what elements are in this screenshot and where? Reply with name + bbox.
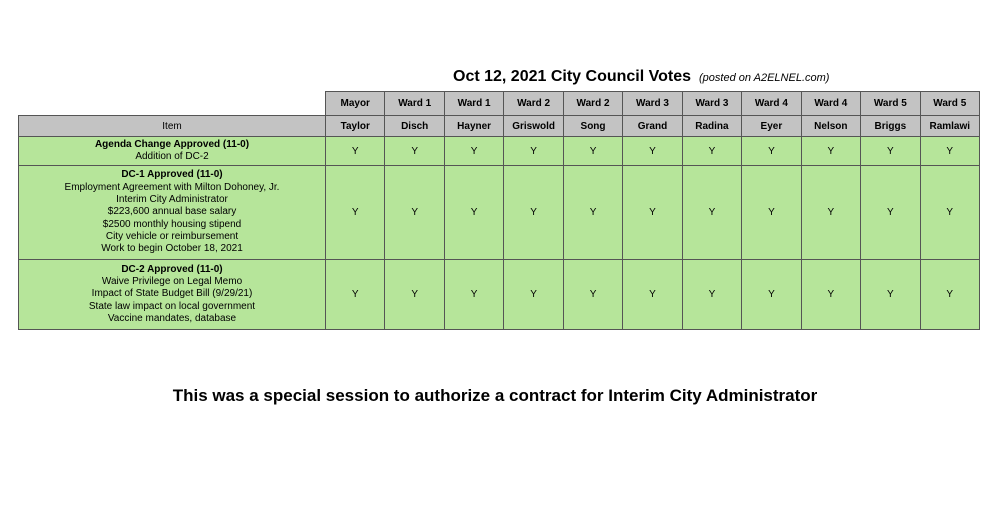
item-detail-line: Work to begin October 18, 2021	[101, 243, 243, 255]
vote-cell: Y	[385, 260, 444, 330]
votes-body	[19, 137, 980, 330]
ward-header-cell: Ward 2	[563, 92, 622, 116]
member-name-cell: Nelson	[801, 116, 860, 137]
ward-header-cell: Ward 5	[861, 92, 920, 116]
vote-cell: Y	[742, 166, 801, 260]
member-name-cell: Briggs	[861, 116, 920, 137]
table-row	[19, 260, 980, 330]
header-spacer	[19, 92, 326, 116]
vote-cell: Y	[920, 260, 979, 330]
item-detail-line: $2500 monthly housing stipend	[102, 218, 242, 230]
name-header-row	[19, 116, 980, 137]
vote-cell: Y	[742, 260, 801, 330]
vote-cell: Y	[861, 260, 920, 330]
item-detail-line: Vaccine mandates, database	[107, 312, 237, 324]
member-name-cell: Grand	[623, 116, 682, 137]
subtitle-text: (posted on A2ELNEL.com)	[699, 72, 830, 84]
item-detail-line: Waive Privilege on Legal Memo	[101, 276, 243, 288]
item-detail-line: $223,600 annual base salary	[107, 206, 237, 218]
vote-cell: Y	[504, 166, 563, 260]
member-name-cell: Song	[563, 116, 622, 137]
vote-cell: Y	[801, 260, 860, 330]
item-column-header: Item	[19, 116, 326, 137]
vote-cell: Y	[326, 260, 385, 330]
member-name-cell: Hayner	[444, 116, 503, 137]
member-name-cell: Ramlawi	[920, 116, 979, 137]
vote-cell: Y	[623, 166, 682, 260]
item-cell	[19, 166, 326, 260]
vote-cell: Y	[444, 166, 503, 260]
vote-cell: Y	[504, 260, 563, 330]
vote-cell: Y	[504, 137, 563, 166]
item-detail-line: Addition of DC-2	[135, 151, 209, 162]
vote-cell: Y	[563, 137, 622, 166]
vote-cell: Y	[444, 137, 503, 166]
table-row	[19, 137, 980, 166]
item-detail-line: City vehicle or reimbursement	[105, 230, 239, 242]
vote-cell: Y	[385, 166, 444, 260]
ward-header-cell: Ward 4	[801, 92, 860, 116]
ward-header-cell: Ward 1	[385, 92, 444, 116]
vote-cell: Y	[623, 260, 682, 330]
page-title	[453, 68, 829, 86]
item-detail-line: Interim City Administrator	[116, 194, 228, 206]
vote-cell: Y	[861, 137, 920, 166]
ward-header-cell: Ward 5	[920, 92, 979, 116]
vote-cell: Y	[563, 260, 622, 330]
vote-cell: Y	[444, 260, 503, 330]
ward-header-row	[19, 92, 980, 116]
table-row	[19, 166, 980, 260]
vote-cell: Y	[920, 166, 979, 260]
session-note: This was a special session to authorize a contract for Interim City Administrator	[172, 386, 818, 405]
vote-cell: Y	[623, 137, 682, 166]
title-text: Oct 12, 2021 City Council Votes	[453, 68, 692, 85]
vote-cell: Y	[682, 260, 741, 330]
item-detail-line: Impact of State Budget Bill (9/29/21)	[91, 288, 253, 300]
ward-header-cell: Ward 3	[623, 92, 682, 116]
item-heading: DC-1 Approved (11-0)	[121, 169, 223, 181]
vote-cell: Y	[682, 166, 741, 260]
member-name-cell: Disch	[385, 116, 444, 137]
ward-header-cell: Ward 2	[504, 92, 563, 116]
item-detail-line: State law impact on local government	[88, 300, 256, 312]
item-heading: DC-2 Approved (11-0)	[121, 263, 223, 275]
vote-cell: Y	[801, 137, 860, 166]
member-name-cell: Taylor	[326, 116, 385, 137]
vote-cell: Y	[385, 137, 444, 166]
item-heading: Agenda Change Approved (11-0)	[94, 138, 250, 150]
vote-cell: Y	[326, 137, 385, 166]
item-cell	[19, 137, 326, 166]
item-cell	[19, 260, 326, 330]
item-detail-line: Employment Agreement with Milton Dohoney, Jr.	[64, 181, 280, 193]
vote-cell: Y	[861, 166, 920, 260]
vote-cell: Y	[801, 166, 860, 260]
member-name-cell: Griswold	[504, 116, 563, 137]
vote-cell: Y	[563, 166, 622, 260]
vote-cell: Y	[742, 137, 801, 166]
vote-cell: Y	[682, 137, 741, 166]
ward-header-cell: Mayor	[326, 92, 385, 116]
ward-header-cell: Ward 1	[444, 92, 503, 116]
ward-header-cell: Ward 3	[682, 92, 741, 116]
vote-cell: Y	[326, 166, 385, 260]
ward-header-cell: Ward 4	[742, 92, 801, 116]
votes-table	[18, 91, 980, 330]
member-name-cell: Radina	[682, 116, 741, 137]
vote-cell: Y	[920, 137, 979, 166]
member-name-cell: Eyer	[742, 116, 801, 137]
